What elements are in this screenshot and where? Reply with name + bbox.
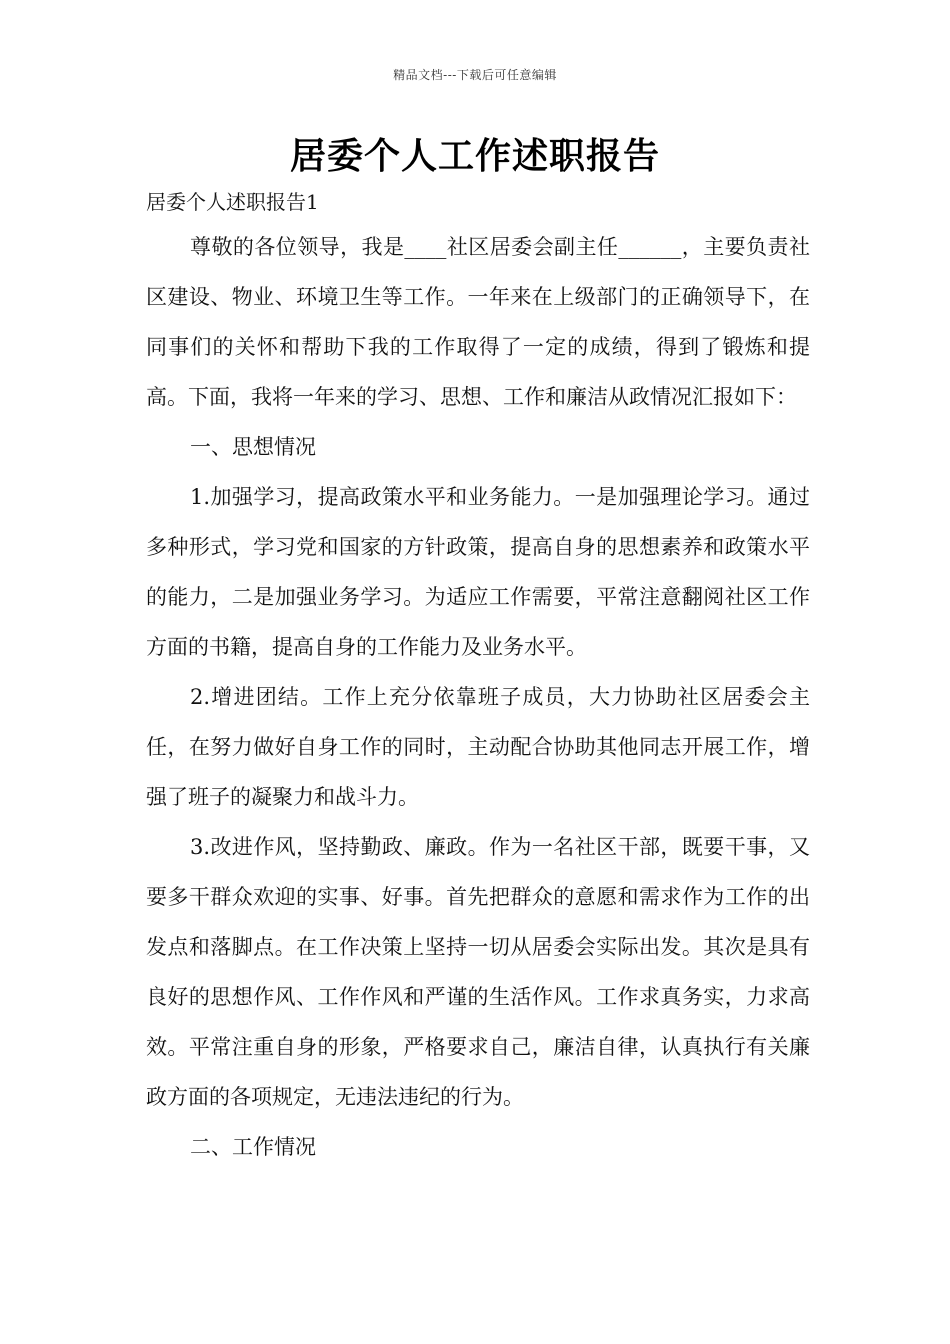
section-heading-thought: 一、思想情况 <box>190 435 316 459</box>
document-subtitle: 居委个人述职报告1 <box>146 190 319 214</box>
section-heading-work: 二、工作情况 <box>190 1135 316 1159</box>
paragraph-item-3: 3.改进作风，坚持勤政、廉政。作为一名社区干部，既要干事，又要多干群众欢迎的实事、好事。首先把群众的意愿和需求作为工作的出发点和落脚点。在工作决策上坚持一切从居委会实际出发。其次是具有良好的思想作风、工作作风和严谨的生活作风。工作求真务实，力求高效。平常注重自身的形象，严格要求自己，廉洁自律，认真执行有关廉政方面的各项规定，无违法违纪的行为。 <box>146 835 810 1109</box>
document-title: 居委个人工作述职报告 <box>289 135 660 177</box>
paragraph-item-2: 2.增进团结。工作上充分依靠班子成员，大力协助社区居委会主任，在努力做好自身工作的同时，主动配合协助其他同志开展工作，增强了班子的凝聚力和战斗力。 <box>146 685 810 809</box>
intro-paragraph: 尊敬的各位领导，我是____社区居委会副主任______，主要负责社区建设、物业、环境卫生等工作。一年来在上级部门的正确领导下，在同事们的关怀和帮助下我的工作取得了一定的成绩，得到了锻炼和提高。下面，我将一年来的学习、思想、工作和廉洁从政情况汇报如下： <box>146 235 810 409</box>
header-note: 精品文档---下载后可任意编辑 <box>393 68 557 82</box>
document-body <box>146 182 810 1172</box>
paragraph-item-1: 1.加强学习，提高政策水平和业务能力。一是加强理论学习。通过多种形式，学习党和国家的方针政策，提高自身的思想素养和政策水平的能力，二是加强业务学习。为适应工作需要，平常注意翻阅社区工作方面的书籍，提高自身的工作能力及业务水平。 <box>146 485 810 659</box>
